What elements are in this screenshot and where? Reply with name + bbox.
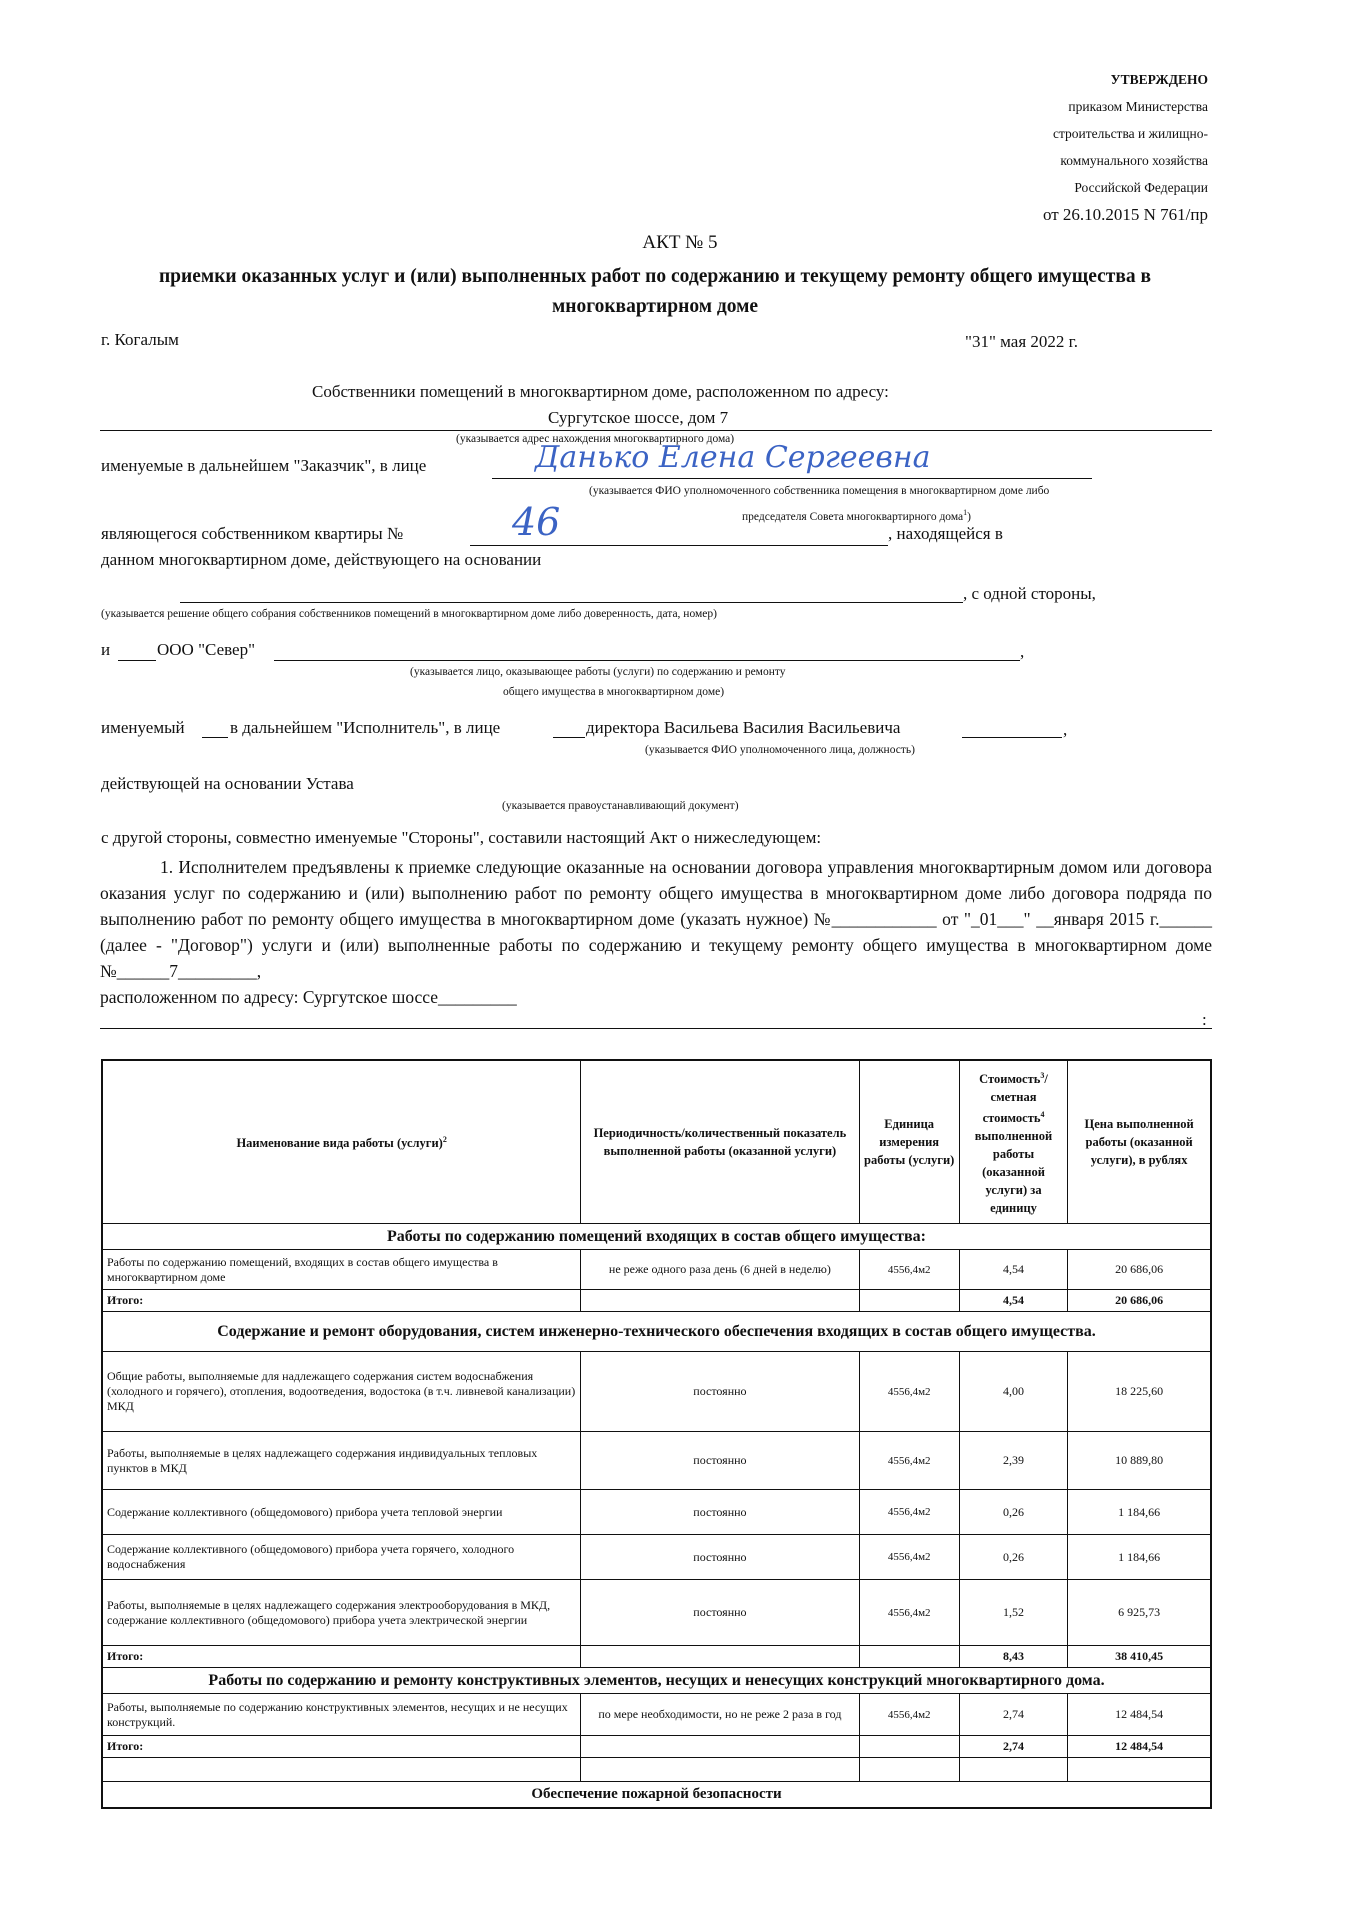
section-row — [102, 1312, 1211, 1352]
executor-person: директора Васильева Василия Васильевича — [586, 718, 901, 737]
row-price: 10 889,80 — [1068, 1432, 1211, 1490]
row-cost: 4,00 — [959, 1352, 1067, 1432]
row-unit: 4556,4м2 — [859, 1535, 959, 1580]
approval-heading: УТВЕРЖДЕНО — [1110, 72, 1208, 87]
address-value: Сургутское шоссе, дом 7 — [548, 408, 729, 427]
total-price: 38 410,45 — [1068, 1646, 1211, 1668]
section-title: Обеспечение пожарной безопасности — [102, 1782, 1211, 1808]
header-price: Цена выполненной работы (оказанной услуги), в рублях — [1068, 1060, 1211, 1224]
executor-person-comma: , — [1063, 720, 1068, 739]
total-cost: 4,54 — [959, 1290, 1067, 1312]
executor-person-underline — [962, 737, 1062, 738]
row-periodicity: не реже одного раза день (6 дней в неделю) — [581, 1250, 859, 1290]
total-price: 20 686,06 — [1068, 1290, 1211, 1312]
section-title: Работы по содержанию и ремонту конструктивных элементов, несущих и ненесущих конструкций многоквартирного дома. — [102, 1668, 1211, 1694]
table-row — [102, 1694, 1211, 1736]
one-side: , с одной стороны, — [963, 584, 1096, 603]
row-cost: 1,52 — [959, 1580, 1067, 1646]
executor-comma: , — [1020, 642, 1025, 661]
approval-line: приказом Министерства — [1068, 99, 1208, 114]
total-cost: 2,74 — [959, 1736, 1067, 1758]
address-hint: (указывается адрес нахождения многоквартирного дома) — [456, 433, 735, 445]
total-price: 12 484,54 — [1068, 1736, 1211, 1758]
apartment-prefix: являющегося собственником квартиры № — [101, 524, 404, 543]
empty-row — [102, 1758, 1211, 1782]
row-name: Работы, выполняемые в целях надлежащего содержания индивидуальных тепловых пунктов в МКД — [102, 1432, 581, 1490]
row-unit: 4556,4м2 — [859, 1352, 959, 1432]
section-title: Работы по содержанию помещений входящих в состав общего имущества: — [102, 1224, 1211, 1250]
customer-prefix: именуемые в дальнейшем "Заказчик", в лице — [101, 456, 427, 475]
row-cost: 4,54 — [959, 1250, 1067, 1290]
section-row — [102, 1224, 1211, 1250]
section-row — [102, 1668, 1211, 1694]
row-unit: 4556,4м2 — [859, 1490, 959, 1535]
approval-line: коммунального хозяйства — [1060, 153, 1208, 168]
executor-underline — [274, 660, 1020, 661]
customer-signature-name: Данько Елена Сергеевна — [535, 440, 931, 475]
apartment-underline — [470, 545, 888, 546]
services-table — [101, 1059, 1212, 1809]
row-price: 1 184,66 — [1068, 1490, 1211, 1535]
header-name: Наименование вида работы (услуги)$^2$ — [102, 1060, 581, 1224]
approval-date: от 26.10.2015 N 761/пр — [1042, 205, 1208, 224]
row-unit: 4556,4м2 — [859, 1250, 959, 1290]
clause-1-colon: : — [1202, 1010, 1207, 1029]
executor-name: ООО "Север" — [157, 640, 256, 659]
total-label: Итого: — [102, 1290, 581, 1312]
executor-person-underline-left — [553, 737, 585, 738]
total-label: Итого: — [102, 1736, 581, 1758]
header-unit: Единица измерения работы (услуги) — [859, 1060, 959, 1224]
executor-hint-1: (указывается лицо, оказывающее работы (услуги) по содержанию и ремонту — [410, 666, 786, 678]
header-cost: Стоимость$^3$/сметная стоимость$^4$ выполненной работы (оказанной услуги) за единицу — [959, 1060, 1067, 1224]
row-periodicity: постоянно — [581, 1352, 859, 1432]
table-row — [102, 1352, 1211, 1432]
header-periodicity: Периодичность/количественный показатель выполненной работы (оказанной услуги) — [581, 1060, 859, 1224]
row-price: 20 686,06 — [1068, 1250, 1211, 1290]
clause-1-text: 1. Исполнителем предъявлены к приемке следующие оказанные на основании договора управления многоквартирным домом или договора оказания услуг по содержанию и (или) выполнению работ по ремонту общего имущества в многоквартирном доме либо договора подряда по выполнению работ по ремонту общего имущества в многоквартирном доме (указать нужное) №____________ от "_01___" __января 2015 г.______ (далее - "Договор") услуги и (или) выполненные работы по содержанию и текущему ремонту общего имущества в многоквартирном доме №______7_________, — [100, 857, 1212, 981]
approval-block — [1043, 66, 1208, 228]
section-row — [102, 1782, 1211, 1808]
row-unit: 4556,4м2 — [859, 1432, 959, 1490]
row-price: 12 484,54 — [1068, 1694, 1211, 1736]
table-row — [102, 1580, 1211, 1646]
acting-basis: действующей на основании Устава — [101, 774, 354, 793]
approval-line: строительства и жилищно- — [1053, 126, 1208, 141]
row-name: Содержание коллективного (общедомового) прибора учета горячего, холодного водоснабжения — [102, 1535, 581, 1580]
total-cost: 8,43 — [959, 1646, 1067, 1668]
executor-named-2: в дальнейшем "Исполнитель", в лице — [230, 718, 501, 737]
row-name: Работы, выполняемые по содержанию конструктивных элементов, несущих и не несущих конструкций. — [102, 1694, 581, 1736]
clause-1-underline — [100, 1028, 1212, 1029]
executor-hint-2: общего имущества в многоквартирном доме) — [503, 686, 725, 698]
row-periodicity: по мере необходимости, но не реже 2 раза в год — [581, 1694, 859, 1736]
row-periodicity: постоянно — [581, 1535, 859, 1580]
approval-line: Российской Федерации — [1074, 180, 1208, 195]
row-cost: 2,74 — [959, 1694, 1067, 1736]
row-periodicity: постоянно — [581, 1490, 859, 1535]
row-cost: 0,26 — [959, 1490, 1067, 1535]
row-price: 1 184,66 — [1068, 1535, 1211, 1580]
basis-hint: (указывается решение общего собрания собственников помещений в многоквартирном доме либо доверенность, дата, номер) — [101, 608, 717, 620]
total-row — [102, 1290, 1211, 1312]
executor-and: и — [101, 640, 111, 659]
executor-named-underline — [202, 737, 228, 738]
row-cost: 0,26 — [959, 1535, 1067, 1580]
row-periodicity: постоянно — [581, 1432, 859, 1490]
row-price: 6 925,73 — [1068, 1580, 1211, 1646]
apartment-number: 46 — [512, 500, 561, 544]
row-cost: 2,39 — [959, 1432, 1067, 1490]
customer-underline — [492, 478, 1092, 479]
table-row — [102, 1432, 1211, 1490]
act-date: "31" мая 2022 г. — [965, 332, 1078, 351]
row-price: 18 225,60 — [1068, 1352, 1211, 1432]
row-periodicity: постоянно — [581, 1580, 859, 1646]
table-row — [102, 1535, 1211, 1580]
basis-underline — [180, 602, 963, 603]
owners-intro: Собственники помещений в многоквартирном доме, расположенном по адресу: — [312, 382, 889, 401]
basis-line: данном многоквартирном доме, действующего на основании — [101, 550, 542, 569]
act-title: АКТ № 5 — [642, 232, 718, 253]
table-header-row — [102, 1060, 1211, 1224]
other-side: с другой стороны, совместно именуемые "Стороны", составили настоящий Акт о нижеследующем: — [101, 828, 822, 847]
clause-1-address: расположенном по адресу: Сургутское шоссе_________ — [100, 987, 517, 1007]
table-row — [102, 1490, 1211, 1535]
total-row — [102, 1736, 1211, 1758]
apartment-suffix: , находящейся в — [888, 524, 1003, 543]
row-name: Работы по содержанию помещений, входящих в состав общего имущества в многоквартирном доме — [102, 1250, 581, 1290]
customer-hint-2: председателя Совета многоквартирного дома$^1$) — [742, 508, 971, 523]
executor-underline-left — [118, 660, 156, 661]
address-underline — [100, 430, 1212, 431]
customer-hint-1: (указывается ФИО уполномоченного собственника помещения в многоквартирном доме либо — [589, 485, 1050, 497]
total-row — [102, 1646, 1211, 1668]
acting-hint: (указывается правоустанавливающий документ) — [502, 800, 739, 812]
row-name: Общие работы, выполняемые для надлежащего содержания систем водоснабжения (холодного и горячего), отопления, водоотведения, водостока (в т.ч. ливневой канализации) МКД — [102, 1352, 581, 1432]
row-name: Работы, выполняемые в целях надлежащего содержания электрооборудования в МКД, содержание коллективного (общедомового) прибора учета электрической энергии — [102, 1580, 581, 1646]
total-label: Итого: — [102, 1646, 581, 1668]
clause-1 — [100, 854, 1212, 1010]
row-name: Содержание коллективного (общедомового) прибора учета тепловой энергии — [102, 1490, 581, 1535]
row-unit: 4556,4м2 — [859, 1580, 959, 1646]
place: г. Когалым — [101, 330, 179, 349]
row-unit: 4556,4м2 — [859, 1694, 959, 1736]
act-subtitle: приемки оказанных услуг и (или) выполненных работ по содержанию и текущему ремонту общего имущества в многоквартирном доме — [158, 266, 1152, 317]
section-title: Содержание и ремонт оборудования, систем инженерно-технического обеспечения входящих в состав общего имущества. — [102, 1312, 1211, 1352]
executor-named: именуемый — [101, 718, 185, 737]
executor-person-hint: (указывается ФИО уполномоченного лица, должность) — [645, 744, 915, 756]
table-row — [102, 1250, 1211, 1290]
